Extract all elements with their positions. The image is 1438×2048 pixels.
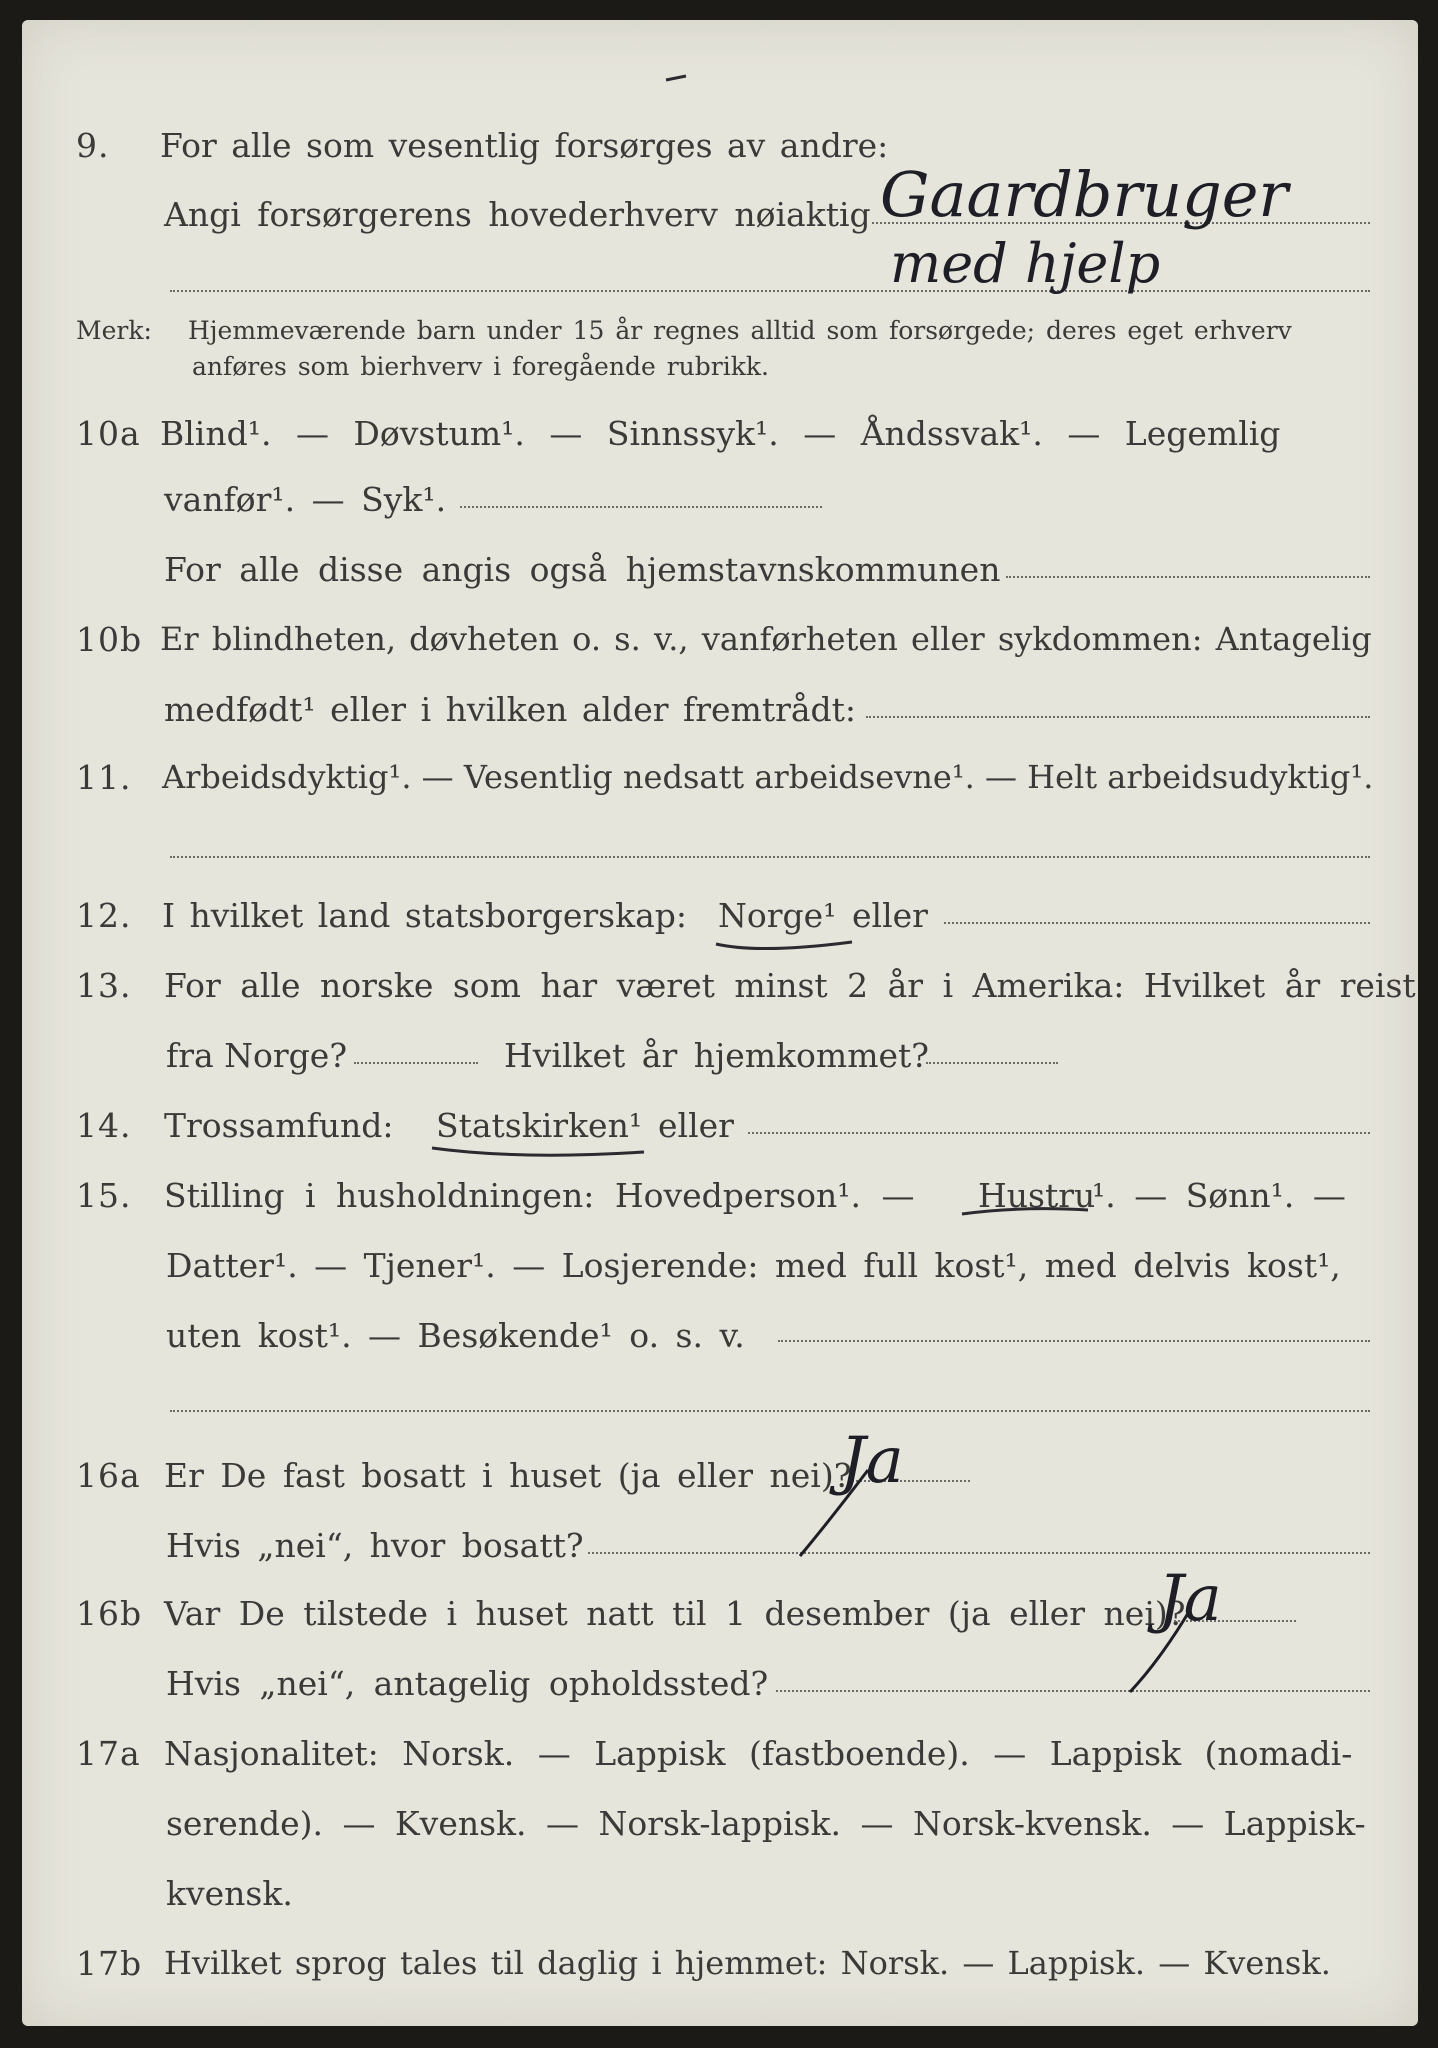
- q15-line1c: ¹. — Sønn¹. —: [1092, 1176, 1346, 1215]
- ja-stroke-16a: [800, 1470, 868, 1556]
- note-line2: anføres som bierhverv i foregående rubrikk.: [192, 352, 769, 381]
- q15-number: 15.: [76, 1176, 132, 1215]
- q9-number: 9.: [76, 126, 110, 165]
- ja-stroke-16b: [1130, 1610, 1190, 1692]
- q12-suffix: eller: [852, 896, 928, 935]
- q15-option-hustru[interactable]: Hustru: [978, 1176, 1096, 1215]
- q13-line1: For alle norske som har været minst 2 år i Amerika: Hvilket år reist: [164, 966, 1416, 1005]
- q10a-line1: Blind¹. — Døvstum¹. — Sinnssyk¹. — Åndssvak¹. — Legemlig: [160, 414, 1281, 453]
- q9-handwritten-answer-1[interactable]: Gaardbruger: [880, 158, 1289, 231]
- q13-line2b: Hvilket år hjemkommet?: [504, 1036, 929, 1075]
- q16a-number: 16a: [76, 1456, 141, 1495]
- q12-line1: I hvilket land statsborgerskap:: [162, 896, 688, 935]
- q16a-line1: Er De fast bosatt i huset (ja eller nei)?: [164, 1456, 852, 1495]
- q17b-number: 17b: [76, 1944, 143, 1983]
- q14-label: Trossamfund:: [164, 1106, 394, 1145]
- q15-line3: uten kost¹. — Besøkende¹ o. s. v.: [166, 1316, 745, 1355]
- q14-option-statskirken[interactable]: Statskirken¹: [436, 1106, 643, 1145]
- note-line1: Hjemmeværende barn under 15 år regnes alltid som forsørgede; deres eget erhverv: [188, 316, 1292, 345]
- q10a-line3: For alle disse angis også hjemstavnskommunen: [164, 550, 1001, 589]
- q16b-number: 16b: [76, 1594, 143, 1633]
- q16a-handwritten-answer[interactable]: Ja: [840, 1424, 904, 1498]
- note-label: Merk:: [76, 316, 152, 345]
- q17a-number: 17a: [76, 1734, 141, 1773]
- q10a-number: 10a: [76, 414, 141, 453]
- q17a-line1: Nasjonalitet: Norsk. — Lappisk (fastboende). — Lappisk (nomadi-: [164, 1734, 1353, 1773]
- q11-line1: Arbeidsdyktig¹. — Vesentlig nedsatt arbeidsevne¹. — Helt arbeidsudyktig¹.: [162, 758, 1374, 796]
- q10b-number: 10b: [76, 620, 143, 659]
- q10b-line1: Er blindheten, døvheten o. s. v., vanførheten eller sykdommen: Antagelig: [160, 620, 1372, 658]
- q16a-line2: Hvis „nei“, hvor bosatt?: [166, 1526, 584, 1565]
- q14-suffix: eller: [658, 1106, 734, 1145]
- q9-line1: For alle som vesentlig forsørges av andre:: [160, 126, 889, 165]
- q17a-line3: kvensk.: [166, 1874, 293, 1913]
- q10a-line2: vanfør¹. — Syk¹.: [164, 480, 447, 519]
- q16b-handwritten-answer[interactable]: Ja: [1158, 1562, 1222, 1636]
- q13-line2a: fra Norge?: [166, 1036, 348, 1075]
- q15-line2: Datter¹. — Tjener¹. — Losjerende: med full kost¹, med delvis kost¹,: [166, 1246, 1341, 1285]
- q16b-line2: Hvis „nei“, antagelig opholdssted?: [166, 1664, 769, 1703]
- q13-number: 13.: [76, 966, 132, 1005]
- q15-line1a: Stilling i husholdningen: Hovedperson¹. —: [164, 1176, 915, 1215]
- q10b-line2: medfødt¹ eller i hvilken alder fremtrådt:: [164, 690, 857, 729]
- q14-number: 14.: [76, 1106, 132, 1145]
- q16b-line1: Var De tilstede i huset natt til 1 desember (ja eller nei)?: [164, 1594, 1186, 1633]
- q12-option-norge[interactable]: Norge¹: [718, 896, 837, 935]
- q17a-line2: serende). — Kvensk. — Norsk-lappisk. — Norsk-kvensk. — Lappisk-: [166, 1804, 1366, 1843]
- underline-hustru: [962, 1209, 1088, 1214]
- q12-number: 12.: [76, 896, 132, 935]
- q11-number: 11.: [76, 758, 132, 797]
- ink-mark-top: [666, 76, 686, 80]
- q17b-line1: Hvilket sprog tales til daglig i hjemmet: Norsk. — Lappisk. — Kvensk.: [164, 1944, 1331, 1982]
- underline-norge: [716, 942, 852, 949]
- q9-line2: Angi forsørgerens hovederhverv nøiaktig: [164, 195, 871, 234]
- q9-handwritten-answer-2[interactable]: med hjelp: [890, 232, 1161, 295]
- underline-statskirken: [432, 1148, 644, 1155]
